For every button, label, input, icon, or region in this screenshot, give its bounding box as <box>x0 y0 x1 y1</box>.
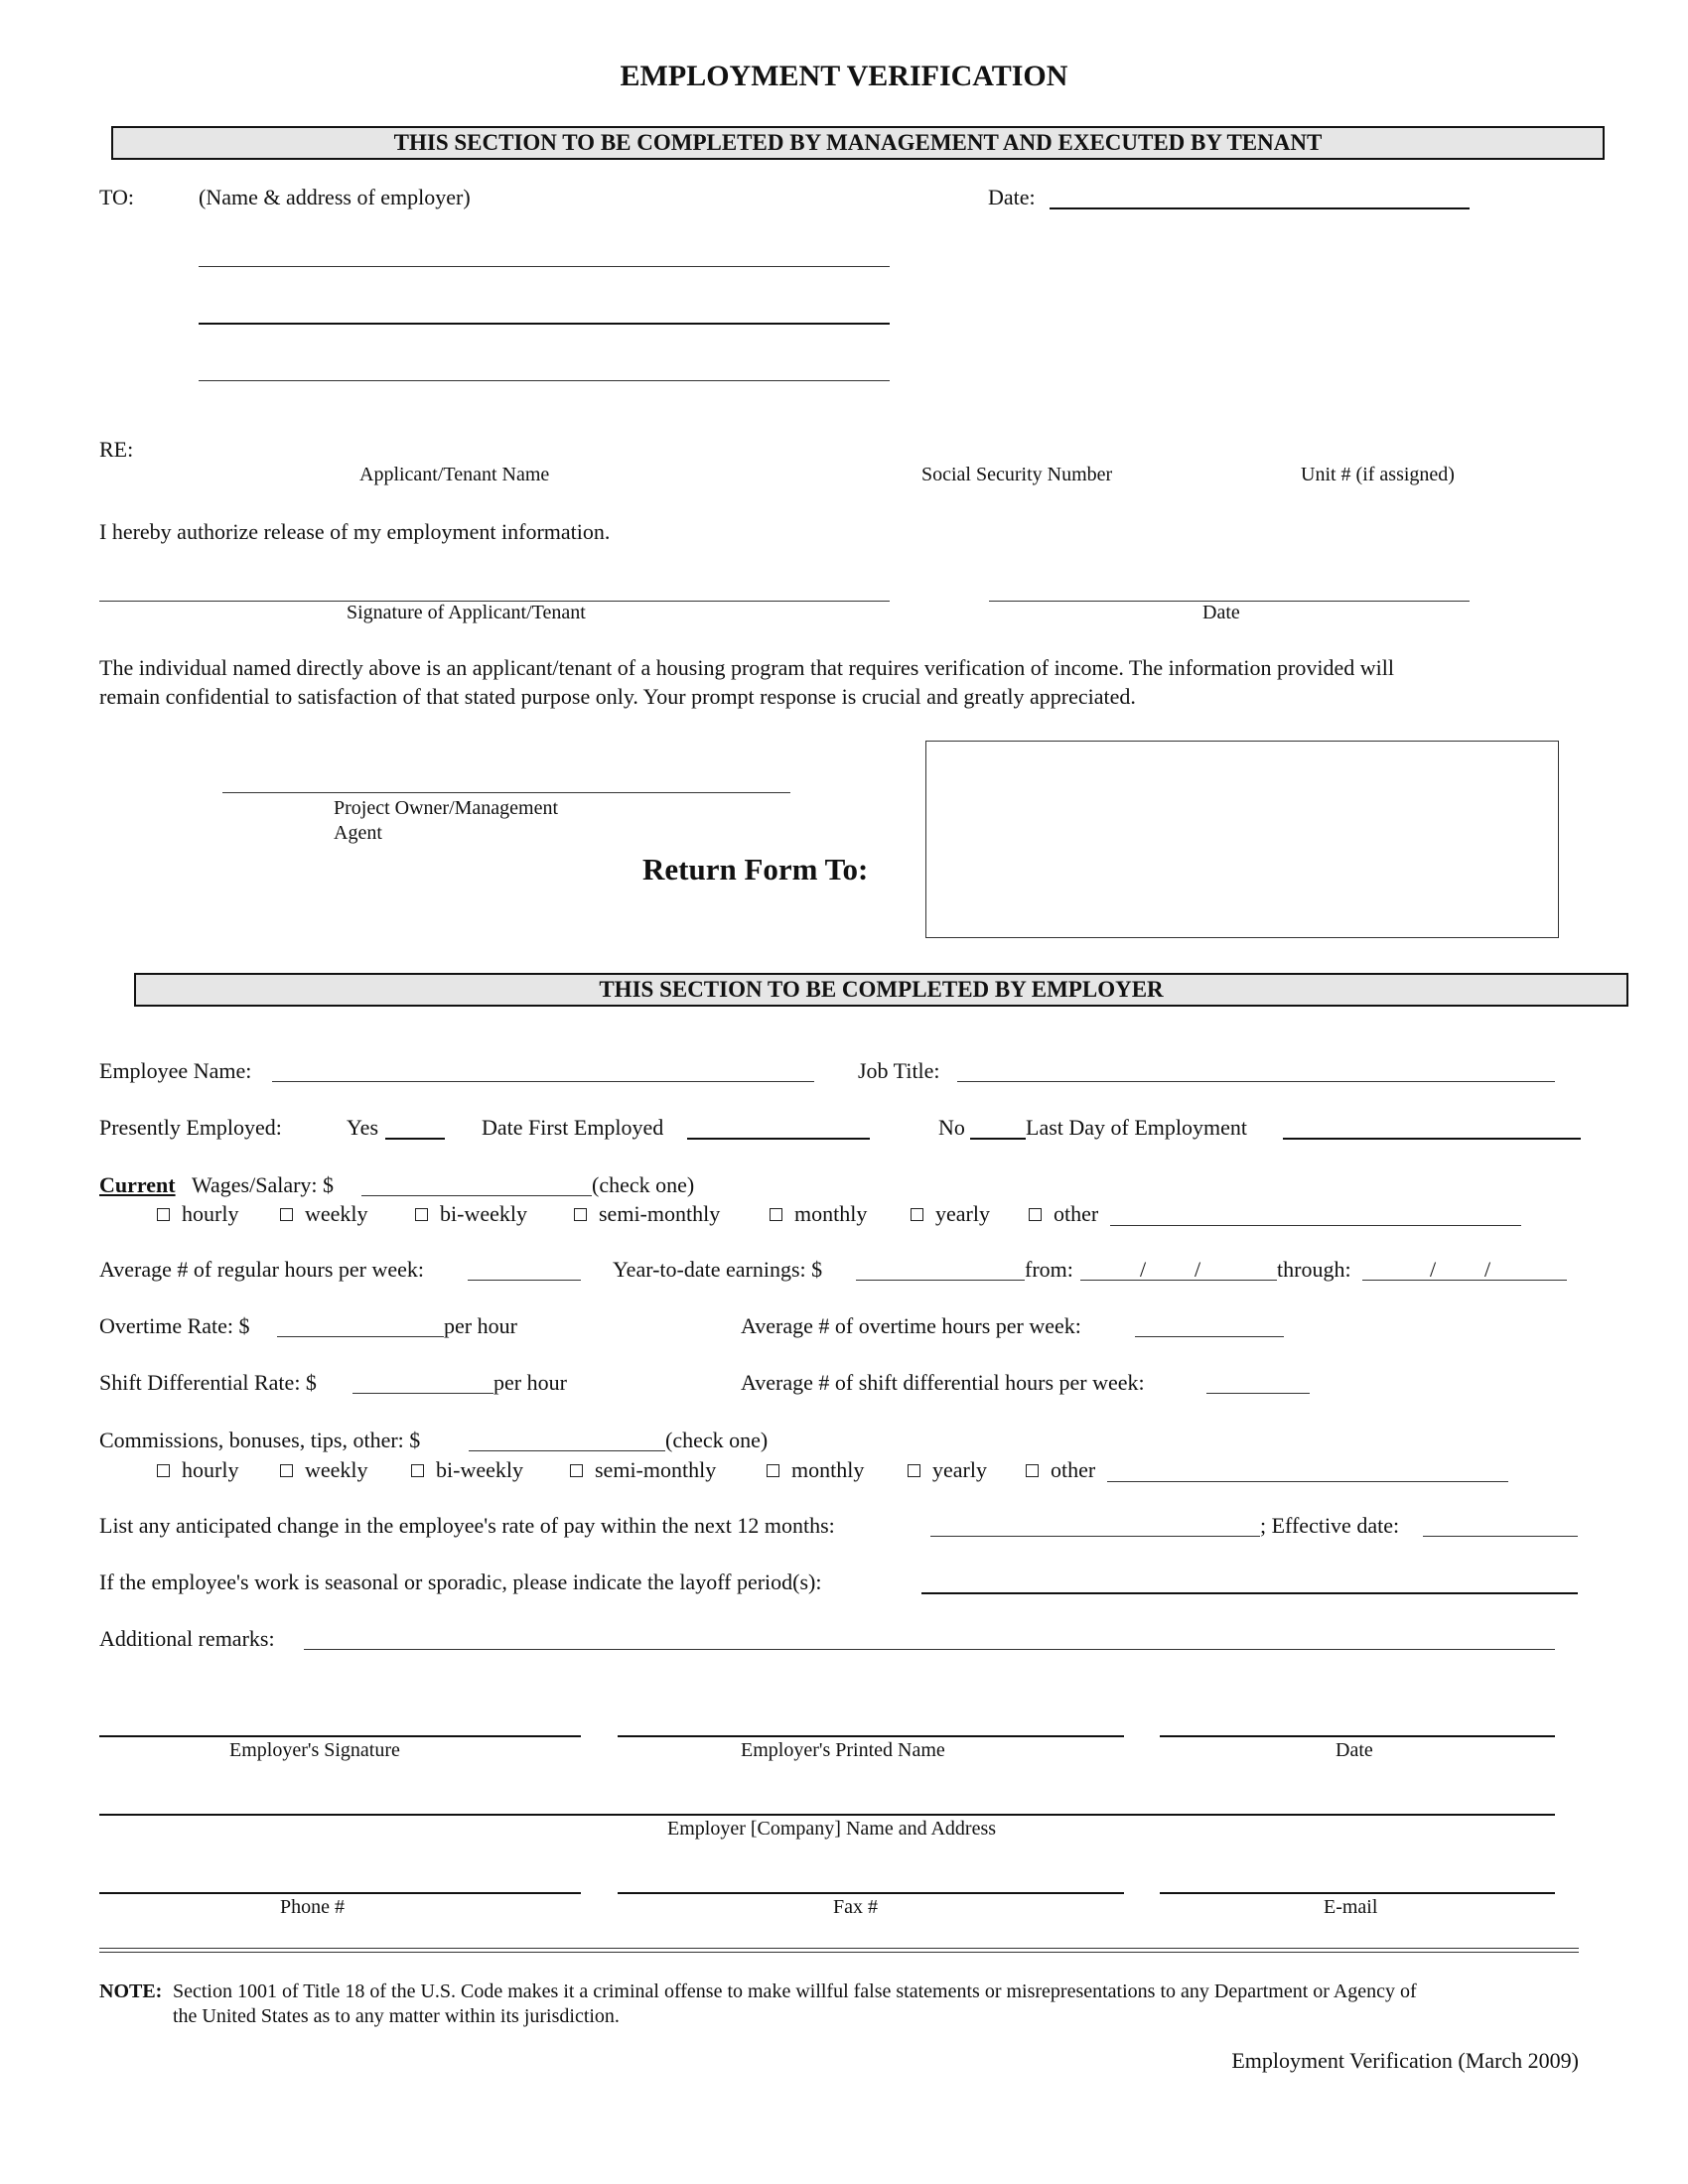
from-date-field[interactable] <box>1080 1280 1277 1281</box>
authorize-text: I hereby authorize release of my employment information. <box>99 519 611 544</box>
employer-address-line-3[interactable] <box>199 380 890 381</box>
employer-address-line-1[interactable] <box>199 266 890 267</box>
to-label: TO: <box>99 185 135 209</box>
current-label: Current <box>99 1172 176 1197</box>
note-label: NOTE: <box>99 1980 163 2002</box>
checkbox-icon[interactable] <box>411 1464 424 1477</box>
commissions-check-one: (check one) <box>665 1428 769 1452</box>
checkbox-icon[interactable] <box>770 1208 782 1221</box>
employer-signature-caption: Employer's Signature <box>229 1739 400 1761</box>
remarks-label: Additional remarks: <box>99 1626 275 1651</box>
checkbox-icon[interactable] <box>415 1208 428 1221</box>
checkbox-icon[interactable] <box>911 1208 923 1221</box>
commission-option-bi-weekly[interactable]: bi-weekly <box>411 1457 523 1483</box>
page-title: EMPLOYMENT VERIFICATION <box>620 60 1068 92</box>
date-first-employed-label: Date First Employed <box>482 1115 664 1140</box>
wages-check-one: (check one) <box>592 1172 695 1197</box>
ytd-field[interactable] <box>856 1280 1025 1281</box>
employer-printed-name-field[interactable] <box>618 1735 1124 1737</box>
wage-option-hourly[interactable]: hourly <box>157 1201 238 1227</box>
section-header-employer: THIS SECTION TO BE COMPLETED BY EMPLOYER <box>134 973 1628 1007</box>
wage-other-field[interactable] <box>1110 1225 1521 1226</box>
no-label: No <box>938 1115 965 1140</box>
note-line-1: Section 1001 of Title 18 of the U.S. Code makes it a criminal offense to make willful false statements or misrepresentations to any Department or Agency of <box>173 1980 1417 2002</box>
commissions-field[interactable] <box>469 1450 665 1451</box>
avg-overtime-label: Average # of overtime hours per week: <box>741 1313 1081 1338</box>
shift-diff-field[interactable] <box>352 1393 493 1394</box>
avg-shift-field[interactable] <box>1206 1393 1310 1394</box>
phone-caption: Phone # <box>280 1896 345 1918</box>
seasonal-label: If the employee's work is seasonal or sporadic, please indicate the layoff period(s): <box>99 1570 822 1594</box>
overtime-rate-field[interactable] <box>277 1336 444 1337</box>
fax-field[interactable] <box>618 1892 1124 1894</box>
wage-option-weekly[interactable]: weekly <box>280 1201 368 1227</box>
applicant-date-caption: Date <box>1202 602 1240 623</box>
anticipated-change-label: List any anticipated change in the employee's rate of pay within the next 12 months: <box>99 1513 835 1538</box>
from-slash-1: / <box>1140 1257 1147 1282</box>
avg-hours-field[interactable] <box>468 1280 581 1281</box>
checkbox-icon[interactable] <box>157 1208 170 1221</box>
avg-shift-label: Average # of shift differential hours per week: <box>741 1370 1145 1395</box>
last-day-label: Last Day of Employment <box>1026 1115 1248 1140</box>
seasonal-field[interactable] <box>921 1592 1578 1594</box>
checkbox-icon[interactable] <box>574 1208 587 1221</box>
commission-other-field[interactable] <box>1107 1481 1508 1482</box>
wages-label: Wages/Salary: $ <box>192 1172 335 1197</box>
wage-option-monthly[interactable]: monthly <box>770 1201 867 1227</box>
employer-date-field[interactable] <box>1160 1735 1555 1737</box>
info-paragraph-line-2: remain confidential to satisfaction of that stated purpose only. Your prompt response is crucial and greatly appreciated. <box>99 684 1136 709</box>
note-line-2: the United States as to any matter within its jurisdiction. <box>173 2005 620 2027</box>
ssn-caption: Social Security Number <box>921 464 1113 485</box>
owner-agent-caption-1: Project Owner/Management <box>334 797 559 819</box>
wage-option-other[interactable]: other <box>1029 1201 1098 1227</box>
shift-per-hour: per hour <box>493 1370 567 1395</box>
checkbox-icon[interactable] <box>1029 1208 1042 1221</box>
unit-caption: Unit # (if assigned) <box>1301 464 1455 485</box>
owner-agent-caption-2: Agent <box>334 822 382 844</box>
company-name-address-field[interactable] <box>99 1814 1555 1816</box>
owner-agent-signature-field[interactable] <box>222 792 790 793</box>
checkbox-icon[interactable] <box>570 1464 583 1477</box>
commission-option-semi-monthly[interactable]: semi-monthly <box>570 1457 716 1483</box>
employer-address-line-2[interactable] <box>199 323 890 325</box>
shift-diff-label: Shift Differential Rate: $ <box>99 1370 317 1395</box>
commission-option-monthly[interactable]: monthly <box>767 1457 864 1483</box>
wages-field[interactable] <box>361 1195 592 1196</box>
through-slash-2: / <box>1484 1257 1491 1282</box>
employer-printed-name-caption: Employer's Printed Name <box>741 1739 945 1761</box>
date-label: Date: <box>988 185 1036 209</box>
ytd-label: Year-to-date earnings: $ <box>613 1257 823 1282</box>
from-slash-2: / <box>1195 1257 1201 1282</box>
phone-field[interactable] <box>99 1892 581 1894</box>
return-form-label: Return Form To: <box>642 852 869 887</box>
fax-caption: Fax # <box>833 1896 878 1918</box>
applicant-signature-caption: Signature of Applicant/Tenant <box>347 602 586 623</box>
overtime-rate-label: Overtime Rate: $ <box>99 1313 250 1338</box>
checkbox-icon[interactable] <box>908 1464 920 1477</box>
job-title-field[interactable] <box>957 1081 1555 1082</box>
avg-overtime-field[interactable] <box>1135 1336 1284 1337</box>
section-header-management: THIS SECTION TO BE COMPLETED BY MANAGEMENT AND EXECUTED BY TENANT <box>111 126 1605 160</box>
through-date-field[interactable] <box>1362 1280 1567 1281</box>
effective-date-field[interactable] <box>1423 1536 1578 1537</box>
last-day-field[interactable] <box>1283 1138 1581 1140</box>
checkbox-icon[interactable] <box>157 1464 170 1477</box>
commission-option-yearly[interactable]: yearly <box>908 1457 987 1483</box>
date-field[interactable] <box>1050 207 1470 209</box>
presently-employed-label: Presently Employed: <box>99 1115 282 1140</box>
employer-address-label: (Name & address of employer) <box>199 185 471 209</box>
commission-option-weekly[interactable]: weekly <box>280 1457 368 1483</box>
through-slash-1: / <box>1430 1257 1437 1282</box>
checkbox-icon[interactable] <box>767 1464 779 1477</box>
wage-option-bi-weekly[interactable]: bi-weekly <box>415 1201 527 1227</box>
re-label: RE: <box>99 437 134 462</box>
commissions-label: Commissions, bonuses, tips, other: $ <box>99 1428 421 1452</box>
applicant-name-caption: Applicant/Tenant Name <box>359 464 550 485</box>
wage-option-yearly[interactable]: yearly <box>911 1201 990 1227</box>
from-label: from: <box>1025 1257 1073 1282</box>
divider-rule-top <box>99 1948 1579 1949</box>
email-field[interactable] <box>1160 1892 1555 1894</box>
info-paragraph-line-1: The individual named directly above is an applicant/tenant of a housing program that requires verification of income. The information provided will <box>99 655 1394 680</box>
employee-name-label: Employee Name: <box>99 1058 252 1083</box>
divider-rule-bottom <box>99 1952 1579 1953</box>
no-field[interactable] <box>970 1138 1026 1140</box>
overtime-per-hour: per hour <box>444 1313 517 1338</box>
email-caption: E-mail <box>1324 1896 1378 1918</box>
checkbox-icon[interactable] <box>1026 1464 1039 1477</box>
checkbox-icon[interactable] <box>280 1208 293 1221</box>
commission-option-hourly[interactable]: hourly <box>157 1457 238 1483</box>
through-label: through: <box>1277 1257 1351 1282</box>
return-address-box[interactable] <box>925 741 1559 938</box>
anticipated-change-field[interactable] <box>930 1536 1260 1537</box>
yes-label: Yes <box>347 1115 379 1140</box>
employee-name-field[interactable] <box>272 1081 814 1082</box>
commission-option-other[interactable]: other <box>1026 1457 1095 1483</box>
remarks-field[interactable] <box>304 1649 1555 1650</box>
date-first-employed-field[interactable] <box>687 1138 870 1140</box>
yes-field[interactable] <box>385 1138 445 1140</box>
employer-signature-field[interactable] <box>99 1735 581 1737</box>
checkbox-icon[interactable] <box>280 1464 293 1477</box>
employer-date-caption: Date <box>1336 1739 1373 1761</box>
footer-form-version: Employment Verification (March 2009) <box>1231 2048 1579 2073</box>
effective-date-label: ; Effective date: <box>1260 1513 1400 1538</box>
wage-option-semi-monthly[interactable]: semi-monthly <box>574 1201 720 1227</box>
job-title-label: Job Title: <box>858 1058 940 1083</box>
company-name-address-caption: Employer [Company] Name and Address <box>667 1818 997 1840</box>
avg-hours-label: Average # of regular hours per week: <box>99 1257 425 1282</box>
